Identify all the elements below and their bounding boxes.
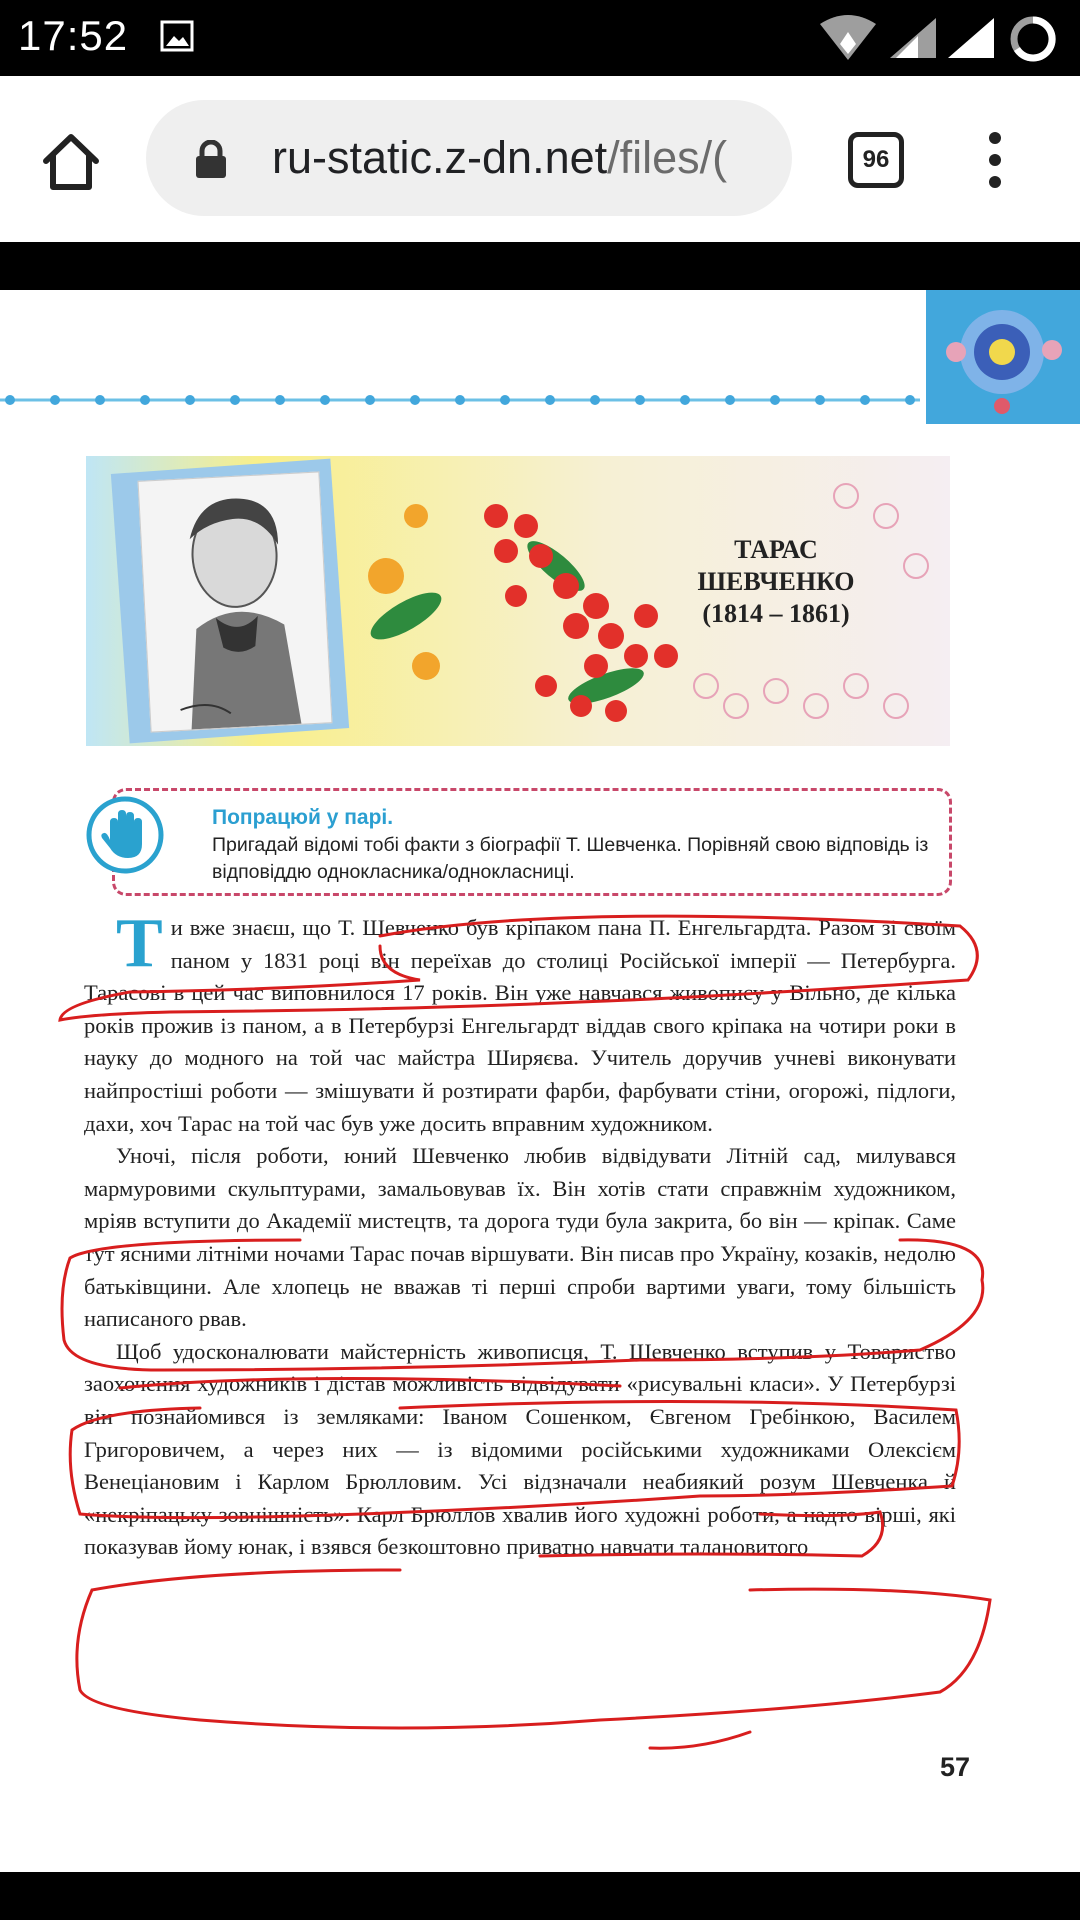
page-bottom-border — [0, 1872, 1080, 1920]
header-banner — [86, 456, 950, 746]
portrait-image — [138, 471, 333, 732]
more-vert-icon[interactable] — [980, 128, 1010, 192]
status-time: 17:52 — [18, 12, 129, 59]
image-icon — [160, 20, 194, 52]
pair-task-title: Попрацюй у парі. — [212, 806, 394, 829]
signal-icon — [946, 16, 996, 60]
url-path: /files/( — [607, 132, 728, 183]
ornament-border — [0, 390, 920, 410]
article-body — [84, 905, 956, 1564]
status-bar — [0, 0, 1080, 76]
drop-cap: Т — [116, 905, 163, 982]
page-top-border — [0, 242, 1080, 290]
tabs-button[interactable]: 96 — [848, 132, 904, 188]
poet-first-name: ТАРАС — [734, 535, 818, 564]
paragraph: Щоб удосконалювати майстерність живописця, Т. Шевченко вступив у Товариство заохочення художників і дістав можливість відвідувати «рисувальні класи». У Петербурзі він познайомився із земляками: Іваном Сошенком, Євгеном Гребінкою, Василем Григоровичем, а через них — із відомими російськими художниками Олексієм Венеціановим і Карлом Брюлловим. Усі відзначали неабиякий розум Шевченка й «некріпацьку зовнішність». Карл Брюллов хвалив його художні роботи, а надто вірші, які показував йому юнак, і взявся безкоштовно приватно навчати талановитого — [84, 1338, 956, 1560]
page-number: 57 — [940, 1752, 971, 1782]
textbook-page — [0, 290, 1080, 1872]
browser-toolbar — [0, 76, 1080, 242]
poet-last-name: ШЕВЧЕНКО — [697, 567, 855, 596]
flower-ornament-icon — [926, 290, 1080, 424]
pair-task-text: Пригадай відомі тобі факти з біографії Т. Шевченка. Порівняй свою відповідь із відповіддю однокласника/однокласниці. — [212, 834, 929, 883]
paragraph: Уночі, після роботи, юний Шевченко любив відвідувати Літній сад, милувався мармуровими скульптурами, замальовував їх. Він хотів стати справжнім художником, мріяв вступити до Академії мистецтв, та дорога туди була закрита, бо він — кріпак. Саме тут ясними літніми ночами Тарас почав віршувати. Він писав про Україну, козаків, недолю батьківщини. Але хлопець не вважав ті перші спроби вартими уваги, тому більшість написаного рвав. — [84, 1143, 956, 1332]
hand-icon — [86, 796, 164, 874]
signal-icon — [888, 16, 938, 60]
home-icon[interactable] — [40, 131, 102, 193]
battery-icon — [1008, 14, 1058, 64]
url-text — [272, 132, 727, 184]
pair-work-task — [86, 788, 954, 900]
poet-name-title — [666, 534, 886, 630]
url-host: ru-static.z-dn.net — [272, 132, 608, 183]
poet-portrait — [139, 472, 332, 731]
ornament-corner — [926, 290, 1080, 424]
url-bar[interactable] — [146, 100, 792, 216]
paragraph-1-text: и вже знаєш, що Т. Шевченко був кріпаком пана П. Енгельгардта. Разом зі своїм паном у 1831 році він переїхав до столиці Російської імперії — Петербурга. Тарасові в цей час виповнилося 17 років. Він уже навчався живопису у Вільно, де кілька років прожив із паном, а в Петербурзі Енгельгардт віддав свого кріпака на чотири роки в науку до модного на той час майстра Ширяєва. Учитель доручив учневі виконувати найпростіші роботи — змішувати й розтирати фарби, фарбувати стіни, огорожі, підлоги, дахи, хоч Тарас на той час був уже досить вправним художником. — [84, 915, 956, 1136]
wifi-icon — [818, 14, 878, 62]
lock-icon — [194, 140, 228, 180]
paragraph — [84, 905, 956, 1140]
poet-years: (1814 – 1861) — [702, 599, 850, 628]
